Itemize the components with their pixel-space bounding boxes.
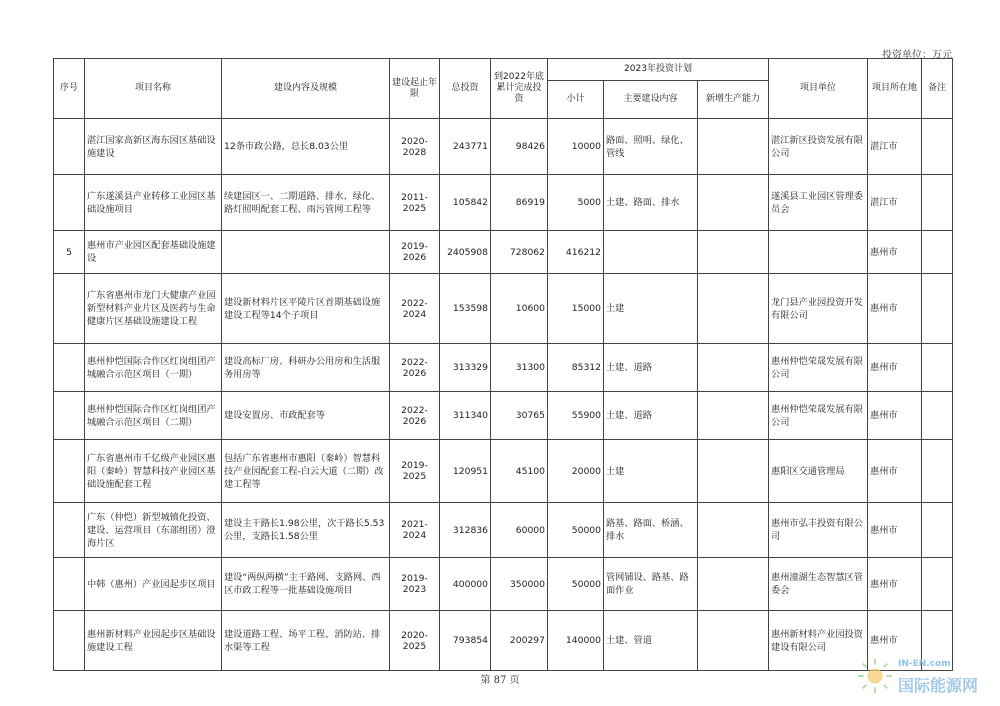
cell-total: 153598	[440, 274, 491, 344]
cell-new-capacity	[698, 231, 769, 274]
cell-total: 105842	[440, 175, 491, 231]
header-new-capacity: 新增生产能力	[698, 81, 769, 119]
cell-cum: 98426	[491, 119, 548, 175]
cell-period: 2019-2023	[390, 558, 440, 611]
cell-period: 2019-2026	[390, 231, 440, 274]
table-row	[54, 440, 953, 503]
cell-cum: 31300	[491, 344, 548, 392]
cell-subtotal: 15000	[548, 274, 604, 344]
cell-new-capacity	[698, 611, 769, 671]
cell-seq	[54, 344, 85, 392]
header-location: 项目所在地	[868, 59, 922, 119]
cell-remark	[922, 440, 953, 503]
cell-unit: 惠州潼湖生态智慧区管委会	[769, 558, 868, 611]
header-cum2022: 到2022年底累计完成投资	[491, 59, 548, 119]
cell-content: 建设安置房、市政配套等	[222, 392, 390, 440]
cell-new-capacity	[698, 119, 769, 175]
table-row	[54, 231, 953, 274]
table-row	[54, 611, 953, 671]
watermark-en: IN-EN.com	[898, 659, 951, 669]
cell-total: 313329	[440, 344, 491, 392]
cell-name: 惠州市产业园区配套基础设施建设	[85, 231, 222, 274]
cell-seq	[54, 119, 85, 175]
cell-new-capacity	[698, 440, 769, 503]
cell-name: 广东省惠州市千亿级产业园区惠阳（秦岭）智慧科技产业园区基础设施配套工程	[85, 440, 222, 503]
cell-total: 120951	[440, 440, 491, 503]
cell-cum: 728062	[491, 231, 548, 274]
cell-new-capacity	[698, 175, 769, 231]
cell-remark	[922, 231, 953, 274]
cell-period: 2019-2025	[390, 440, 440, 503]
cell-main-content: 土建、道路	[604, 344, 698, 392]
cell-cum: 350000	[491, 558, 548, 611]
cell-name: 惠州新材料产业园起步区基础设施建设工程	[85, 611, 222, 671]
cell-subtotal: 416212	[548, 231, 604, 274]
header-plan2023: 2023年投资计划	[548, 59, 769, 81]
cell-content: 建设“两纵两横”主干路网、支路网、西区市政工程等一批基础设施项目	[222, 558, 390, 611]
cell-name: 广东省惠州市龙门大健康产业园新型材料产业片区及医药与生命健康片区基础设施建设工程	[85, 274, 222, 344]
cell-name: 广东（仲恺）新型城镇化投资、建设、运营项目（东部组团）澄海片区	[85, 503, 222, 558]
cell-seq	[54, 175, 85, 231]
cell-location: 惠州市	[868, 440, 922, 503]
cell-cum: 86919	[491, 175, 548, 231]
cell-seq	[54, 440, 85, 503]
cell-name: 中韩（惠州）产业园起步区项目	[85, 558, 222, 611]
cell-seq	[54, 503, 85, 558]
cell-total: 311340	[440, 392, 491, 440]
cell-period: 2021-2024	[390, 503, 440, 558]
cell-unit: 遂溪县工业园区管理委员会	[769, 175, 868, 231]
cell-name: 广东遂溪县产业转移工业园区基础设施项目	[85, 175, 222, 231]
cell-new-capacity	[698, 558, 769, 611]
watermark-logo	[848, 655, 998, 703]
cell-content: 建设主干路长1.98公里，次干路长5.53公里，支路长1.58公里	[222, 503, 390, 558]
cell-location: 惠州市	[868, 274, 922, 344]
table-row	[54, 119, 953, 175]
cell-period: 2020-2028	[390, 119, 440, 175]
cell-period: 2020-2025	[390, 611, 440, 671]
cell-total: 793854	[440, 611, 491, 671]
cell-location: 湛江市	[868, 175, 922, 231]
header-seq: 序号	[54, 59, 85, 119]
header-total: 总投资	[440, 59, 491, 119]
cell-cum: 60000	[491, 503, 548, 558]
cell-main-content: 土建、管道	[604, 611, 698, 671]
cell-location: 惠州市	[868, 231, 922, 274]
cell-name: 惠州仲恺国际合作区红岗组团产城融合示范区项目（二期）	[85, 392, 222, 440]
cell-content: 包括广东省惠州市惠阳（秦岭）智慧科技产业园配套工程-白云大道（二期）改建工程等	[222, 440, 390, 503]
cell-content: 续建园区一、二期道路、排水、绿化、路灯照明配套工程、雨污管网工程等	[222, 175, 390, 231]
cell-main-content: 土建、路面、排水	[604, 175, 698, 231]
cell-new-capacity	[698, 344, 769, 392]
table-row	[54, 344, 953, 392]
cell-remark	[922, 274, 953, 344]
cell-content: 建设高标厂房、科研办公用房和生活服务用房等	[222, 344, 390, 392]
cell-total: 400000	[440, 558, 491, 611]
cell-unit: 湛江新区投资发展有限公司	[769, 119, 868, 175]
header-subtotal: 小计	[548, 81, 604, 119]
cell-unit: 惠州仲恺荣晟发展有限公司	[769, 392, 868, 440]
cell-period: 2022-2026	[390, 344, 440, 392]
header-content: 建设内容及规模	[222, 59, 390, 119]
cell-location: 惠州市	[868, 611, 922, 671]
cell-subtotal: 85312	[548, 344, 604, 392]
cell-main-content: 土建、道路	[604, 392, 698, 440]
cell-name: 湛江国家高新区海东园区基础设施建设	[85, 119, 222, 175]
cell-total: 312836	[440, 503, 491, 558]
investment-unit-note: 投资单位：万元	[882, 50, 952, 61]
header-name: 项目名称	[85, 59, 222, 119]
table-row	[54, 274, 953, 344]
header-period: 建设起止年限	[390, 59, 440, 119]
cell-remark	[922, 392, 953, 440]
cell-seq	[54, 611, 85, 671]
cell-subtotal: 50000	[548, 503, 604, 558]
table-row	[54, 558, 953, 611]
cell-seq	[54, 558, 85, 611]
cell-unit: 惠阳区交通管理局	[769, 440, 868, 503]
cell-main-content: 土建	[604, 440, 698, 503]
cell-remark	[922, 175, 953, 231]
cell-remark	[922, 503, 953, 558]
cell-period: 2011-2025	[390, 175, 440, 231]
cell-cum: 45100	[491, 440, 548, 503]
cell-new-capacity	[698, 274, 769, 344]
header-unit: 项目单位	[769, 59, 868, 119]
cell-location: 惠州市	[868, 392, 922, 440]
cell-location: 湛江市	[868, 119, 922, 175]
cell-main-content: 路基、路面、桥涵、排水	[604, 503, 698, 558]
cell-subtotal: 55900	[548, 392, 604, 440]
header-main-content: 主要建设内容	[604, 81, 698, 119]
cell-subtotal: 5000	[548, 175, 604, 231]
cell-subtotal: 10000	[548, 119, 604, 175]
cell-unit	[769, 231, 868, 274]
cell-subtotal: 140000	[548, 611, 604, 671]
cell-period: 2022-2024	[390, 274, 440, 344]
cell-main-content	[604, 231, 698, 274]
cell-total: 2405908	[440, 231, 491, 274]
cell-content: 建设道路工程、场平工程、消防站、排水渠等工程	[222, 611, 390, 671]
cell-unit: 龙门县产业园投资开发有限公司	[769, 274, 868, 344]
cell-content: 12条市政公路，总长8.03公里	[222, 119, 390, 175]
watermark-cn: 国际能源网	[898, 676, 979, 695]
cell-cum: 30765	[491, 392, 548, 440]
cell-subtotal: 50000	[548, 558, 604, 611]
cell-new-capacity	[698, 392, 769, 440]
cell-seq: 5	[54, 231, 85, 274]
cell-location: 惠州市	[868, 503, 922, 558]
cell-subtotal: 20000	[548, 440, 604, 503]
cell-total: 243771	[440, 119, 491, 175]
table-row	[54, 392, 953, 440]
cell-remark	[922, 558, 953, 611]
cell-cum: 10600	[491, 274, 548, 344]
cell-name: 惠州仲恺国际合作区红岗组团产城融合示范区项目（一期）	[85, 344, 222, 392]
cell-location: 惠州市	[868, 344, 922, 392]
cell-unit: 惠州仲恺荣晟发展有限公司	[769, 344, 868, 392]
cell-seq	[54, 274, 85, 344]
table-row	[54, 175, 953, 231]
page-number: 第 87 页	[480, 675, 520, 686]
sun-icon	[856, 657, 894, 695]
header-remark: 备注	[922, 59, 953, 119]
cell-content: 建设新材料片区平陵片区首期基础设施建设工程等14个子项目	[222, 274, 390, 344]
cell-unit: 惠州新材料产业园投资建设有限公司	[769, 611, 868, 671]
cell-main-content: 路面、照明、绿化、管线	[604, 119, 698, 175]
cell-remark	[922, 344, 953, 392]
cell-unit: 惠州市弘丰投资有限公司	[769, 503, 868, 558]
cell-location: 惠州市	[868, 558, 922, 611]
cell-cum: 200297	[491, 611, 548, 671]
cell-new-capacity	[698, 503, 769, 558]
table-row	[54, 503, 953, 558]
cell-main-content: 土建	[604, 274, 698, 344]
cell-remark	[922, 119, 953, 175]
cell-content	[222, 231, 390, 274]
cell-seq	[54, 392, 85, 440]
investment-table	[53, 58, 953, 671]
cell-main-content: 管网铺设、路基、路面作业	[604, 558, 698, 611]
cell-period: 2022-2026	[390, 392, 440, 440]
